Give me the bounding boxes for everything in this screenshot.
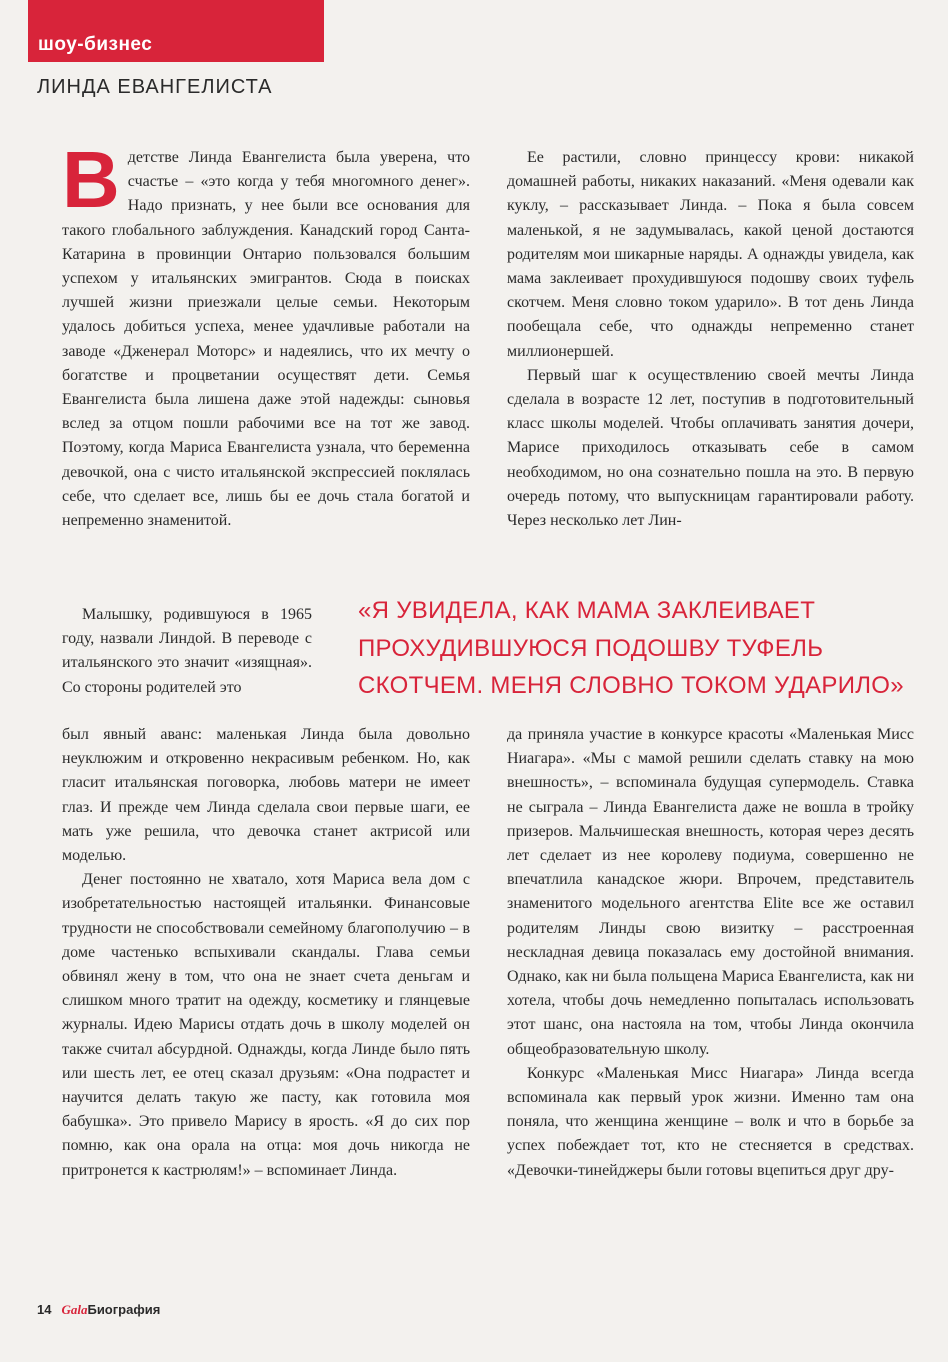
column-right-top bbox=[507, 146, 914, 533]
brand-logo: Gala bbox=[61, 1302, 88, 1317]
paragraph-money: Денег постоянно не хватало, хотя Мариса вела дом с изобретательностью настоящей итальянки. Финансовые трудности не способствовали семейному благополучию – в доме частенько вспыхивали скандалы. Глава семьи обвинял жену в том, что она не знает счета деньгам и слишком много тратит на одежду, косметику и глянцевые журналы. Идею Марисы отдать дочь в школу моделей он также считал абсурдной. Однажды, когда Линде было пять или шесть лет, ее отец сказал друзьям: «Она подрастет и научится делать такую же пасту, как готовила моя бабушка». Это привело Марису в ярость. «Я до сих пор помню, как она орала на отца: моя дочь никогда не притронется к кастрюлям!» – вспоминает Линда. bbox=[62, 871, 470, 1179]
intro-paragraph bbox=[62, 135, 470, 533]
drop-cap: В bbox=[62, 135, 120, 224]
paragraph-birth: Малышку, родившуюся в 1965 году, назвали Линдой. В переводе с итальянского это значит «изящная». Со стороны родителей это bbox=[62, 606, 312, 696]
paragraph-birth-continued: был явный аванс: маленькая Линда была довольно неуклюжим и откровенно некрасивым ребенком. Но, как гласит итальянская поговорка, любовь матери не имеет глаз. И прежде чем Линда сделала свои первые шаги, ее мать уже решила, что девочка станет актрисой или моделью. bbox=[62, 726, 470, 865]
column-left-bottom bbox=[62, 723, 470, 1183]
paragraph-lesson: Конкурс «Маленькая Мисс Ниагара» Линда всегда вспоминала как первый урок жизни. Именно там она поняла, что женщина женщине – волк и что в борьбе за успех побеждает тот, кто не стесняется в средствах. «Девочки-тинейджеры были готовы вцепиться друг дру- bbox=[507, 1064, 914, 1179]
column-left-top bbox=[62, 135, 470, 533]
column-right-bottom bbox=[507, 723, 914, 1183]
paragraph-first-step: Первый шаг к осуществлению своей мечты Линда сделала в возрасте 12 лет, поступив в подготовительный класс школы моделей. Чтобы оплачивать занятия дочери, Марисе приходилось отказывать себе в самом необходимом, но она сознательно пошла на это. В первую очередь потому, что выпускницам гарантировали работу. Через несколько лет Лин- bbox=[507, 366, 914, 530]
page-number: 14 bbox=[37, 1302, 52, 1317]
pull-quote: «Я УВИДЕЛА, КАК МАМА ЗАКЛЕИВАЕТ ПРОХУДИВШУЮСЯ ПОДОШВУ ТУФЕЛЬ СКОТЧЕМ. МЕНЯ СЛОВНО ТОКОМ УДАРИЛО» bbox=[358, 597, 904, 699]
paragraph-princess: Ее растили, словно принцессу крови: никакой домашней работы, никаких наказаний. «Меня одевали как куклу, – рассказывает Линда. – Пока я была совсем маленькой, я не задумывалась, какой ценой достаются родителям мои шикарные наряды. А однажды увидела, как мама заклеивает прохудившуюся подошву своих туфель скотчем. Меня словно током ударило». В тот день Линда пообещала себе, что однажды непременно станет миллионершей. bbox=[507, 149, 914, 360]
intro-text: детстве Линда Евангелиста была уверена, что счастье – «это когда у тебя многомного денег». Надо признать, у нее были все основания для такого глобального заблуждения. Канадский город Санта-Катарина в провинции Онтарио пользовался большим успехом у итальянских эмигрантов. Сюда в поисках лучшей жизни приезжали целые семьи. Некоторым удалось добиться успеха, менее удачливые работали на заводе «Дженерал Моторс» и надеялись, что их мечту о богатстве и процветании осуществят дети. Семья Евангелиста была лишена даже этой надежды: сыновья вслед за отцом пошли рабочими все на тот же завод. Поэтому, когда Мариса Евангелиста узнала, что беременна девочкой, она с чисто итальянской экспрессией поклялась себе, что сделает все, лишь бы ее дочь стала богатой и непременно знаменитой. bbox=[62, 149, 470, 530]
page-footer bbox=[37, 1302, 160, 1318]
section-header-bar bbox=[28, 0, 324, 62]
paragraph-contest: да приняла участие в конкурсе красоты «Маленькая Мисс Ниагара». «Мы с мамой решили сделать ставку на мою внешность», – вспоминала будущая супермодель. Ставка не сыграла – Линда Евангелиста даже не вошла в тройку призеров. Мальчишеская внешность, которая через десять лет сделает из нее королеву подиума, совершенно не впечатлила канадское жюри. Впрочем, представитель знаменитого модельного агентства Elite все же оставил родителям Линды свою визитку – расстроенная нескладная девица показалась ему достойной внимания. Однако, как ни была польщена Мариса Евангелиста, как ни хотела, чтобы дочь немедленно попыталась использовать этот шанс, она настояла на том, чтобы Линда окончила общеобразовательную школу. bbox=[507, 726, 914, 1058]
publication-name: Биография bbox=[87, 1302, 161, 1317]
column-left-narrow bbox=[62, 603, 312, 700]
section-label: шоу-бизнес bbox=[38, 34, 153, 55]
article-title: ЛИНДА ЕВАНГЕЛИСТА bbox=[37, 76, 273, 98]
